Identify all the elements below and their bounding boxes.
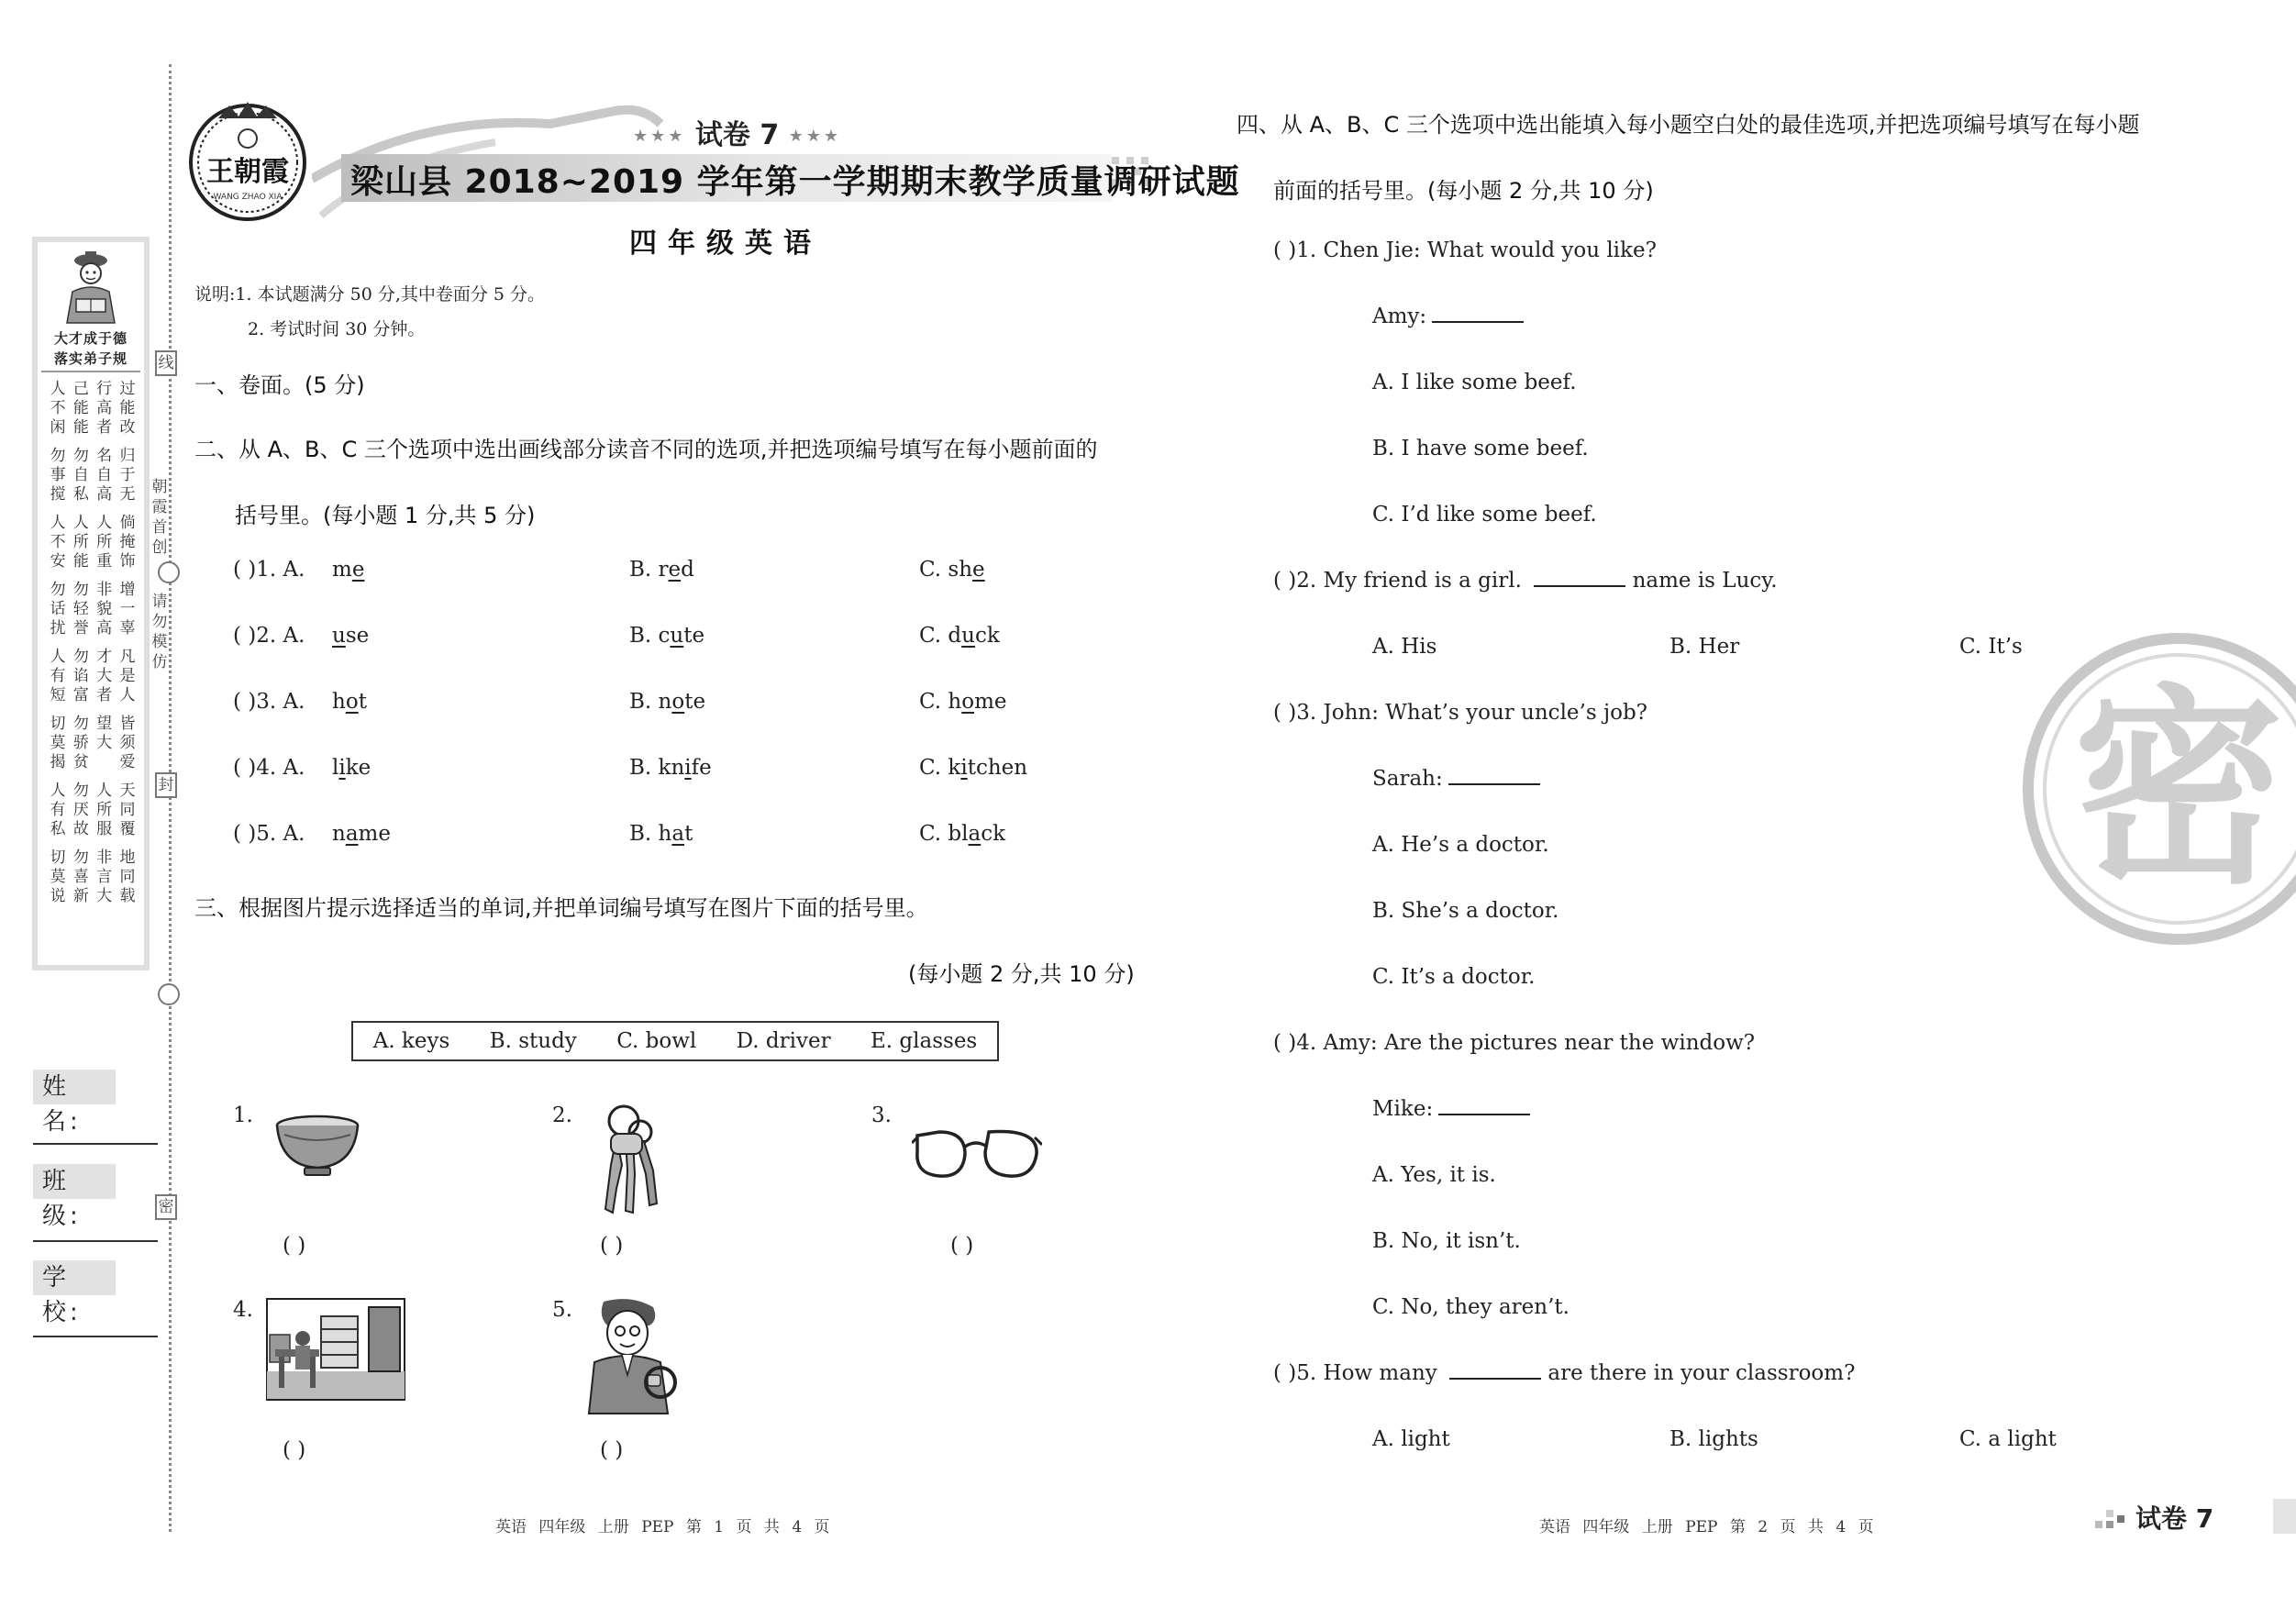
option-text: h [332,690,346,714]
option-text: tchen [967,756,1028,780]
exam-title: 梁山县 2018~2019 学年第一学期期末教学质量调研试题 [350,163,1240,201]
s4-q3-stem: ( )3. John: What’s your uncle’s job? [1273,701,1647,725]
motto-column: 行 高 者 [96,380,113,437]
s4-q5-blank [1449,1363,1541,1380]
motto-column: 己 能 能 [72,380,89,437]
subject-title: 四年级英语 [629,227,822,260]
word-bank-item: C. bowl [616,1029,697,1053]
s4-q2-blank [1534,571,1625,587]
underlined-letter: i [684,756,692,780]
s4-q5-option-b: B. lights [1669,1427,1758,1451]
picture-5-number: 5. [552,1298,572,1322]
s4-q1-blank [1432,306,1524,323]
motto-column: 勿 喜 新 [72,848,89,905]
s2-option-c [919,624,1000,648]
option-text: me [974,690,1007,714]
s4-q1-speaker: Amy: [1372,305,1427,328]
binding-mark-secret: 密 [155,1194,177,1220]
option-text: ke [345,756,372,780]
s4-q2-option-b: B. Her [1669,635,1740,659]
underlined-letter: e [351,558,365,582]
motto-column: 才 大 者 [96,648,113,704]
motto-panel [32,237,150,970]
s4-q5-stem-start: ( )5. How many [1273,1361,1437,1385]
name-field[interactable] [33,1143,158,1145]
picture-2-number: 2. [552,1103,572,1127]
section-4-title: 四、从 A、B、C 三个选项中选出能填入每小题空白处的最佳选项,并把选项编号填写在每小题 [1237,112,2140,138]
option-text: B. kn [629,756,685,780]
binding-mark-line: 线 [155,350,177,376]
picture-3-answer[interactable]: ( ) [950,1234,974,1258]
paper-stars-left: ★★★ [633,127,686,146]
study-room-icon [266,1298,405,1401]
binding-hole-icon [158,561,180,583]
option-text: B. r [629,558,669,582]
s4-q1-option-b: B. I have some beef. [1372,437,1589,460]
s4-q4-option-a: A. Yes, it is. [1372,1163,1496,1187]
underlined-letter: a [345,822,359,846]
motto-column: 勿 谄 富 [72,648,89,704]
option-text: n [332,822,346,846]
school-field[interactable] [33,1336,158,1337]
motto-column: 勿 事 搅 [50,447,66,504]
s4-q4-stem: ( )4. Amy: Are the pictures near the window? [1273,1031,1756,1055]
s4-q1-answer-line [1372,305,1524,328]
motto-row [49,782,137,839]
motto-column: 天 同 覆 [119,782,136,838]
binding-mark-seal: 封 [155,772,177,798]
word-bank-item: E. glasses [871,1029,978,1053]
option-text: B. h [629,822,672,846]
option-text: B. c [629,624,671,648]
underlined-letter: i [960,756,968,780]
instruction-line-1: 说明:1. 本试题满分 50 分,其中卷面分 5 分。 [194,284,546,305]
s2-option-c [919,822,1005,846]
option-text: m [332,558,352,582]
underlined-letter: e [668,558,682,582]
s4-q3-speaker: Sarah: [1372,767,1443,791]
motto-row [49,648,137,705]
s2-question-number[interactable]: ( )2. A. [233,624,305,648]
corner-dots-decoration [2095,1508,2132,1530]
s4-q3-option-a: A. He’s a doctor. [1372,833,1549,857]
word-bank-item: A. keys [372,1029,450,1053]
underlined-letter: u [670,624,684,648]
motto-column: 望 大 [96,715,113,752]
motto-row [49,581,137,638]
s2-option-a [332,822,391,846]
s2-option-c [919,756,1027,780]
picture-5-answer[interactable]: ( ) [600,1438,624,1462]
section-3-title: 三、根据图片提示选择适当的单词,并把单词编号填写在图片下面的括号里。 [194,895,928,921]
bowl-icon [273,1115,361,1179]
s2-question-number[interactable]: ( )4. A. [233,756,305,780]
binding-line [169,64,172,1532]
class-label: 班 级: [33,1164,116,1199]
s4-q3-option-b: B. She’s a doctor. [1372,899,1559,923]
motto-column: 勿 轻 誉 [72,581,89,638]
option-text: ck [974,624,1000,648]
underlined-letter: o [345,690,359,714]
s4-q4-option-c: C. No, they aren’t. [1372,1295,1569,1319]
motto-column: 非 貌 高 [96,581,113,638]
motto-column: 勿 自 私 [72,447,89,504]
s2-option-b [629,690,705,714]
option-text: t [358,690,367,714]
motto-grid [49,380,137,915]
option-text: d [681,558,694,582]
logo-name: 王朝霞 [206,156,289,188]
corner-paper-label: 试卷 7 [2135,1503,2214,1534]
motto-column: 人 所 重 [96,514,113,571]
option-text: C. bl [919,822,969,846]
s2-option-b [629,624,704,648]
seal-character: 密 [2072,668,2285,913]
option-text: te [684,690,706,714]
keys-icon [593,1101,666,1220]
motto-column: 人 不 闲 [50,380,66,437]
page-2-footer: 英语 四年级 上册 PEP 第 2 页 共 4 页 [1539,1518,1874,1536]
underlined-letter: u [332,624,346,648]
word-bank-item: D. driver [736,1029,831,1053]
binding-hole-icon [158,983,180,1005]
s4-q4-answer-line [1372,1097,1530,1121]
school-label: 学 校: [33,1260,116,1295]
option-text: se [345,624,370,648]
s4-q3-answer-line [1372,767,1540,791]
s4-q2-stem-end: name is Lucy. [1632,569,1778,593]
motto-column: 凡 是 人 [119,648,136,704]
motto-column: 人 有 短 [50,648,66,704]
section-4-title-cont: 前面的括号里。(每小题 2 分,共 10 分) [1273,178,1654,204]
motto-row [49,715,137,772]
page-1-footer: 英语 四年级 上册 PEP 第 1 页 共 4 页 [495,1518,830,1536]
s2-option-a [332,756,371,780]
name-label: 姓 名: [33,1070,116,1104]
s4-q1-stem: ( )1. Chen Jie: What would you like? [1273,238,1657,262]
option-text: B. n [629,690,672,714]
motto-column: 人 有 私 [50,782,66,838]
motto-row [49,514,137,571]
option-text: ck [981,822,1006,846]
motto-column: 切 莫 揭 [50,715,66,771]
picture-4-number: 4. [233,1298,253,1322]
s4-q2-stem-start: ( )2. My friend is a girl. [1273,569,1522,593]
motto-row [49,447,137,505]
motto-column: 地 同 载 [119,848,136,905]
motto-column: 倘 掩 饰 [119,514,136,571]
motto-column: 人 所 服 [96,782,113,838]
section-2-title: 二、从 A、B、C 三个选项中选出画线部分读音不同的选项,并把选项编号填写在每小题前面的 [194,437,1098,462]
s4-q5-stem [1273,1361,1855,1385]
paper-stars-right: ★★★ [788,127,842,146]
motto-divider [41,371,140,372]
s4-q5-option-c: C. a light [1959,1427,2057,1451]
publisher-logo [183,96,312,225]
section-1-title: 一、卷面。(5 分) [194,372,365,398]
underlined-letter: o [671,690,685,714]
s2-option-c [919,558,985,582]
s4-q1-option-a: A. I like some beef. [1372,371,1577,394]
option-text: me [358,822,391,846]
s4-q2-option-c: C. It’s [1959,635,2023,659]
s2-question-number[interactable]: ( )1. A. [233,558,305,582]
s4-q3-blank [1448,769,1540,785]
s4-q1-option-c: C. I’d like some beef. [1372,503,1597,527]
underlined-letter: a [671,822,685,846]
s4-q5-option-a: A. light [1372,1427,1450,1451]
picture-4-answer[interactable]: ( ) [283,1438,306,1462]
corner-tab [2273,1499,2296,1534]
option-text: C. h [919,690,962,714]
s2-option-a [332,690,367,714]
motto-column: 勿 骄 贫 [72,715,89,771]
picture-1-answer[interactable]: ( ) [283,1234,306,1258]
motto-row [49,380,137,438]
glasses-icon [912,1126,1042,1183]
picture-3-number: 3. [871,1103,892,1127]
s4-q2-option-a: A. His [1372,635,1437,659]
instruction-line-2: 2. 考试时间 30 分钟。 [248,319,426,339]
s4-q4-blank [1438,1099,1530,1115]
word-bank [351,1021,999,1061]
s4-q5-stem-end: are there in your classroom? [1547,1361,1856,1385]
motto-column: 勿 厌 故 [72,782,89,838]
s2-option-b [629,558,694,582]
s2-question-number[interactable]: ( )3. A. [233,690,305,714]
s2-option-a [332,624,369,648]
motto-column: 归 于 无 [119,447,136,504]
option-text: te [683,624,705,648]
option-text: l [332,756,339,780]
s4-q3-option-c: C. It’s a doctor. [1372,965,1536,989]
s4-q4-speaker: Mike: [1372,1097,1434,1121]
binding-note-no-copy: 请勿模仿 [151,593,168,671]
motto-heading-rules: 落实弟子规 [53,350,128,367]
motto-column: 人 所 能 [72,514,89,571]
s2-question-number[interactable]: ( )5. A. [233,822,305,846]
paper-number-label: 试卷 7 [694,119,780,151]
motto-heading-virtue: 大才成于德 [53,330,128,347]
s2-option-a [332,558,364,582]
motto-column: 过 能 改 [119,380,136,437]
binding-note-origin: 朝霞首创 [151,478,168,557]
confidential-seal-watermark [2023,633,2296,945]
motto-column: 名 自 高 [96,447,113,504]
underlined-letter: e [972,558,985,582]
s2-option-b [629,822,693,846]
driver-icon [585,1298,684,1417]
word-bank-item: B. study [489,1029,577,1053]
paper-number [633,112,841,152]
picture-1-number: 1. [233,1103,253,1127]
option-text: C. sh [919,558,973,582]
section-2-title-cont: 括号里。(每小题 1 分,共 5 分) [235,503,536,528]
option-text: C. d [919,624,962,648]
motto-column: 增 一 辜 [119,581,136,638]
motto-row [49,848,137,906]
underlined-letter: o [961,690,975,714]
motto-column: 皆 须 爱 [119,715,136,771]
motto-column: 勿 话 扰 [50,581,66,638]
motto-column: 非 言 大 [96,848,113,905]
motto-column: 切 莫 说 [50,848,66,905]
section-3-score: (每小题 2 分,共 10 分) [908,961,1135,987]
class-field[interactable] [33,1240,158,1242]
underlined-letter: u [961,624,975,648]
s2-option-c [919,690,1007,714]
logo-pinyin: WANG ZHAO XIA [213,193,283,202]
picture-2-answer[interactable]: ( ) [600,1234,624,1258]
option-text: C. k [919,756,961,780]
underlined-letter: a [968,822,982,846]
option-text: t [684,822,693,846]
s4-q4-option-b: B. No, it isn’t. [1372,1229,1521,1253]
s2-option-b [629,756,712,780]
scholar-icon [58,250,124,325]
option-text: fe [691,756,712,780]
motto-column: 人 不 安 [50,514,66,571]
underlined-letter: i [338,756,346,780]
s4-q2-stem [1273,569,1778,593]
